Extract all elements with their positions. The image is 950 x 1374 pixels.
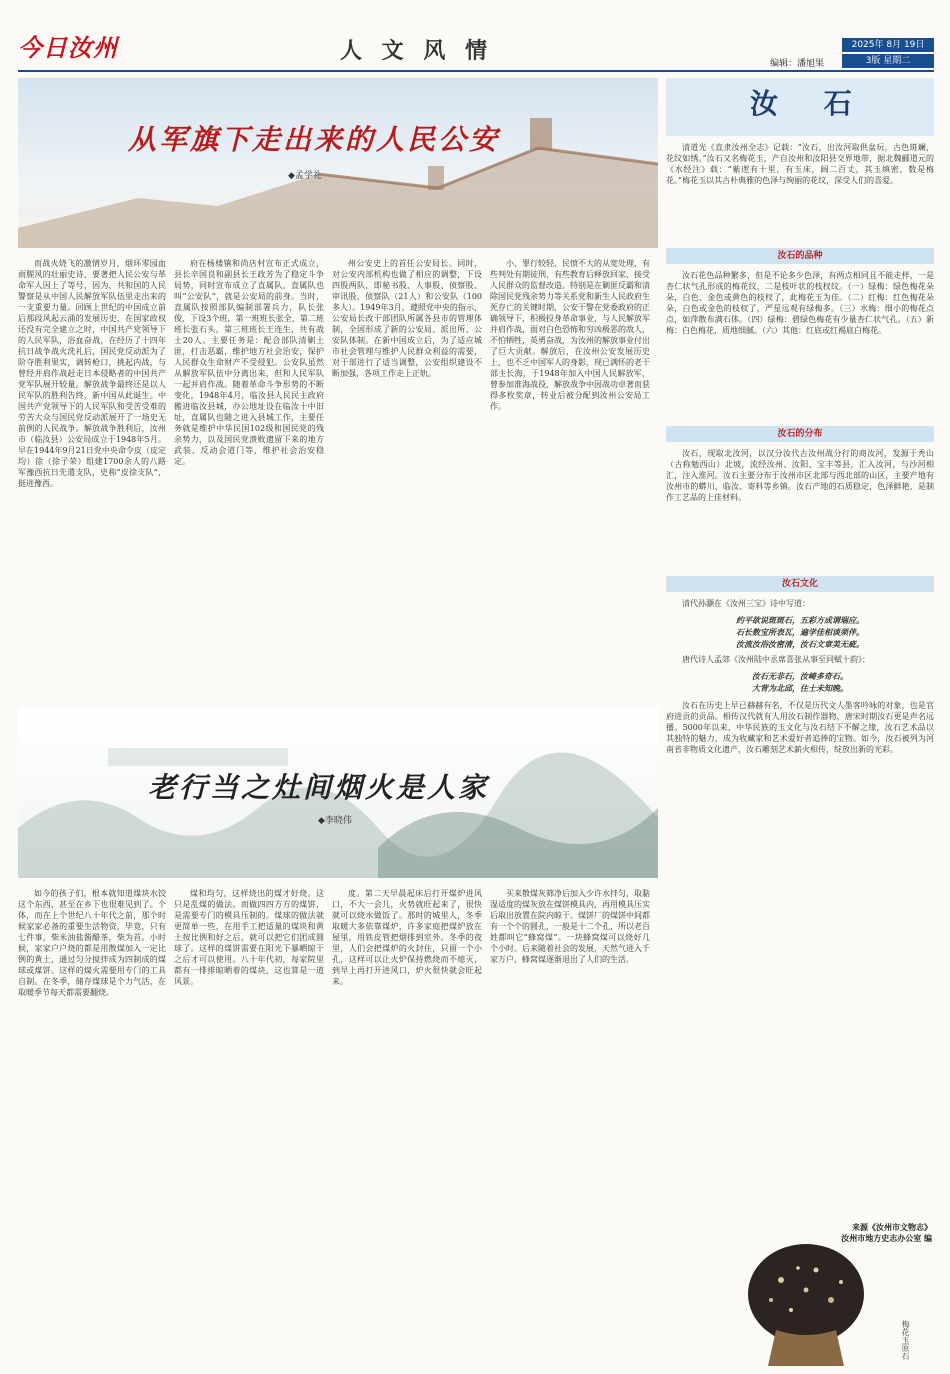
article1-column-4: 小、罪行较轻、民愤不大的从宽处理，有些判处有期徒刑，有些教育后释放回家，接受人民群众的监督改造。特别是在剿匪反霸和清除国民党残余势力等关系党和新生人民政府生死存亡的关键时期，公安干警在党委政府的正确领导下，积极投身革命事业，与人民解放军并肩作战，面对白色恐怖和穷凶极恶的敌人，不怕牺牲，英勇奋战，为汝州的解放事业付出了巨大贡献。解放后，在汝州公安发展历史上，也不乏中国军人的身影，现已满怀的老干部主长海，于1948年加入中国人民解放军，曾参加淮海战役，解放战争中因战功卓著而获得多枚奖章，转业后被分配到汝州公安局工作。 [490, 259, 650, 411]
article1-banner [18, 78, 658, 248]
article1-column-1: 而战火烧飞的激情岁月，烟环零园血雨腥风的壮丽史诗，要著把人民公安与革命军人因上了等号，因为，共和国的人民警察是从中国人民解放军队伍里走出来的一支重要力量。回顾上世纪的中国成立前后那段风起云涌的发展历史，在国家政权还没有完全建立之时，中国共产党领导下的人民军队，浴血奋战，在经历了十四年抗日战争战火洗礼后，国民党反动派为了阶夺胜利果实，调转枪口，挑起内战，与曾经并肩作战赶走日本侵略者的中国共产党军队展开较量。解放战争最终还是以人民军队的胜利告终，新中国从此诞生。中国共产党领导下的人民军队和受苦受难的劳苦大众与国民党反动派展开了一场史无前例的人民战争。解放战争胜利后，汝州市（临汝县）公安局成立于1948年5月。早在1944年9月21日党中央命令皮（皮定均）徐（徐子荣）组建1700余人的八路军豫西抗日先遣支队，史称“皮徐支队”，挺进豫西。 [18, 259, 166, 488]
article2-column-3: 度。第二天早晨起床后打开煤炉进风口，不大一会儿，火势就旺起来了，很快就可以烧水做饭了。那时的城里人，冬季取暖大多依靠煤炉，许多家庭把煤炉放在屋里，用铁皮管把烟排到室外。冬季的夜里，人们会把煤炉的火封住，只留一个小孔，这样可以让火炉保持燃烧而不熄灭，到早上再打开进风口，炉火很快就会旺起来。 [332, 889, 482, 986]
sidebar-intro: 清道光《直隶汝州全志》记载：“汝石，出汝河取供盆玩，古色斑斓，花纹如绣。”汝石又名梅花玉，产自汝州和汝阳县交界地带，据北魏郦道元的《水经注》载：“紫逻有十里，有玉床，阔二百丈，其玉缜密，数是梅花。”梅花玉以其古朴典雅的色泽与绚丽的花纹，深受人们的喜爱。 [666, 143, 934, 185]
section-bar-culture: 汝石文化 [666, 576, 934, 592]
source-credit: 来源《汝州市文物志》 汝州市地方史志办公室 编 [841, 1222, 932, 1243]
article1-column-2: 府在杨楼镇和尚店村宣布正式成立，县长辛国良和副县长王政芳为了稳定斗争局势，同时宣布成立了直属队，直属队也叫“公安队”，就是公安局的前身。当时，直属队按照部队编制部署兵力，队长张俊，下设3个班，第一班班长张全，第二班班长张石头，第三班班长王连生，共有战士20人。主要任务是：配合部队清剿土匪，打击恶霸，维护地方社会治安，保护人民群众生命财产不受侵犯。公安队虽然从解放军队伍中分离出来，但和人民军队一起并肩作战。随着革命斗争形势的不断变化，1948年4月，临汝县人民民主政府搬进临汝县城，办公地址设在临汝十中旧址，直属队也随之进入县城工作，主要任务就是维护中华民国102级和国民党的残余势力，以及国民党溃败遗留下来的地方武装、反动会道门等，维护社会治安稳定。 [174, 259, 324, 466]
distribution-text: 汝石，现取北汝河，以汉分汝代古汝州战分行的商汝河，发源于秃山（古称勉西山）北坡，流经汝州、汝阳、宝丰等县，汇入汝河，与沙河相汇，注入淮河。汝石主要分布于汝州市区北部与西北部的山区，主要产地有汝州市的蟒川、临汝、寄料等乡镇。汝石产地的石质稳定，色泽鲜艳，是制作工艺品的上佳材料。 [666, 449, 934, 502]
poem-line: 汝石无非石，汝崎多奇石。 [752, 671, 848, 681]
editor-credit: 编辑：潘旭果 [770, 59, 825, 69]
header-rule [18, 70, 934, 72]
article1-column-3: 州公安史上的首任公安局长。同时，对公安内部机构也做了相应的调整，下设四股两队，即秘书股、人事股、侦察股、审讯股，侦察队（21人）和公安队（100多人）。1949年3月，遵照党中央的指示，公安局长改干部团队所属各县市的管理体制，全国形成了新的公安局、派出所、公安队体制。在新中国成立后，为了适应城市社会管理与维护人民群众利益的需要，对干部进行了适当调整，公安组织建设不断加强，各项工作走上正轨。 [332, 259, 482, 378]
varieties-text: 汝石花色品种繁多，但是不论多少色泽，有两点相同且不能走样，一是杏仁状气孔形成的梅花纹，二是枝叶状的枝杈纹。（一）绿梅：绿色梅花朵朵，白色、金色或黄色的枝杈了，此梅花玉为佳。（二）红梅：红色梅花朵朵，白色或金色的枝杈了，严星远观有绿梅多。（三）水梅：细小的梅花点点，如萍散布满石体。（四）绿梅：碧绿色梅花有少量杏仁状气孔。（五）新梅：白色梅花，质地细腻。（六）其他：红底或红褐底白梅花。 [666, 271, 934, 335]
great-wall-illustration [18, 78, 658, 248]
article2-column-2: 煤和均匀，这样烧出的煤才好烧。这只是乱煤的做法。而做四四方方的煤饼，是需要专门的模具压制的。煤球的做法就更简单一些，在用手工把适量的煤块和黄土按比例和好之后，就可以把它们团成圆球了。这样的煤饼需要在阳光下暴晒晾干之后才可以使用。八十年代初，每家院里都有一排排晾晒着的煤块，这也算是一道风景。 [174, 889, 324, 986]
article2-banner [18, 708, 658, 878]
poem-line: 石长数宝所表瓦，遍学佳相谈须伴。 [736, 627, 864, 637]
plum-blossom-jade-image [736, 1240, 876, 1368]
culture-text: 汝石在历史上早已赫赫有名，不仅是历代文人墨客吟咏的对象，也是官府进贡的贡品。相传汉代就有人用汝石制作器物，唐宋时期汝石更是声名远播。5000年以来，中华民族的玉文化与汝石结下不解之缘，汝石艺术品以其独特的魅力，成为收藏家和艺术爱好者追捧的宝物。如今，汝石被列为河南省非物质文化遗产，汝石雕刻艺术薪火相传，绽放出新的光彩。 [666, 701, 934, 754]
section-bar-varieties: 汝石的品种 [666, 248, 934, 264]
sidebar-title: 汝 石 [750, 87, 870, 120]
article2-column-1: 如今的孩子们，根本就知道煤块水饺这个东西，甚至在乡下也很难见到了。个体，而在上个世纪八十年代之前，那个时候家家必备的重要生活物资，毕竟，只有七件事，柴米油盐酱醋茶，柴为首。小时候，家家户户烧的都是用散煤加入一定比例的黄土，通过匀分搅拌成为四制成的煤球或煤饼。这样的煤火需要用专门的工具自制。在冬季，储存煤球是个力气活，在取暖季节每天都需要翻烧。 [18, 889, 166, 997]
page-number: 3版 星期二 [842, 54, 934, 68]
article2-title: 老行当之灶间烟火是人家 [148, 771, 490, 804]
article1-author: ◆孟学礼 [288, 171, 322, 181]
article1-title: 从军旗下走出来的人民公安 [128, 123, 501, 156]
culture-more: 唐代诗人孟郊《汝州陆中丞席喜张从事至同赋十韵》： [682, 655, 870, 664]
image-caption: 梅花玉原石 [901, 1320, 910, 1360]
poem-line: 约平欲说斑斑石，五彩方成谓瑞应。 [736, 615, 864, 625]
issue-date: 2025年 8月 19日 [842, 38, 934, 52]
poem-line: 大背为北邱，住士未知晚。 [752, 683, 848, 693]
poem-line: 汝流汝浴汝密清，汝石文章美无疵。 [736, 639, 864, 649]
culture-intro: 清代孙灏在《汝州三宝》诗中写道： [682, 599, 810, 608]
newspaper-logo: 今日汝州 [18, 34, 118, 62]
section-bar-distribution: 汝石的分布 [666, 426, 934, 442]
section-title: 人 文 风 情 [340, 39, 493, 64]
article2-author: ◆李晓伟 [318, 816, 352, 826]
article2-column-4: 买来散煤灰筛净后加入少许水拌匀，取黏湿适度的煤灰放在煤饼模具内，再用模具压实后取出放置在院内晾干。煤饼厂的煤饼中间都有一个个的圆孔，一般是十二个孔，所以老百姓都叫它“蜂窝煤”。一块蜂窝煤可以烧好几个小时。后来随着社会的发展，天然气进入千家万户，蜂窝煤逐渐退出了人们的生活。 [490, 889, 650, 964]
